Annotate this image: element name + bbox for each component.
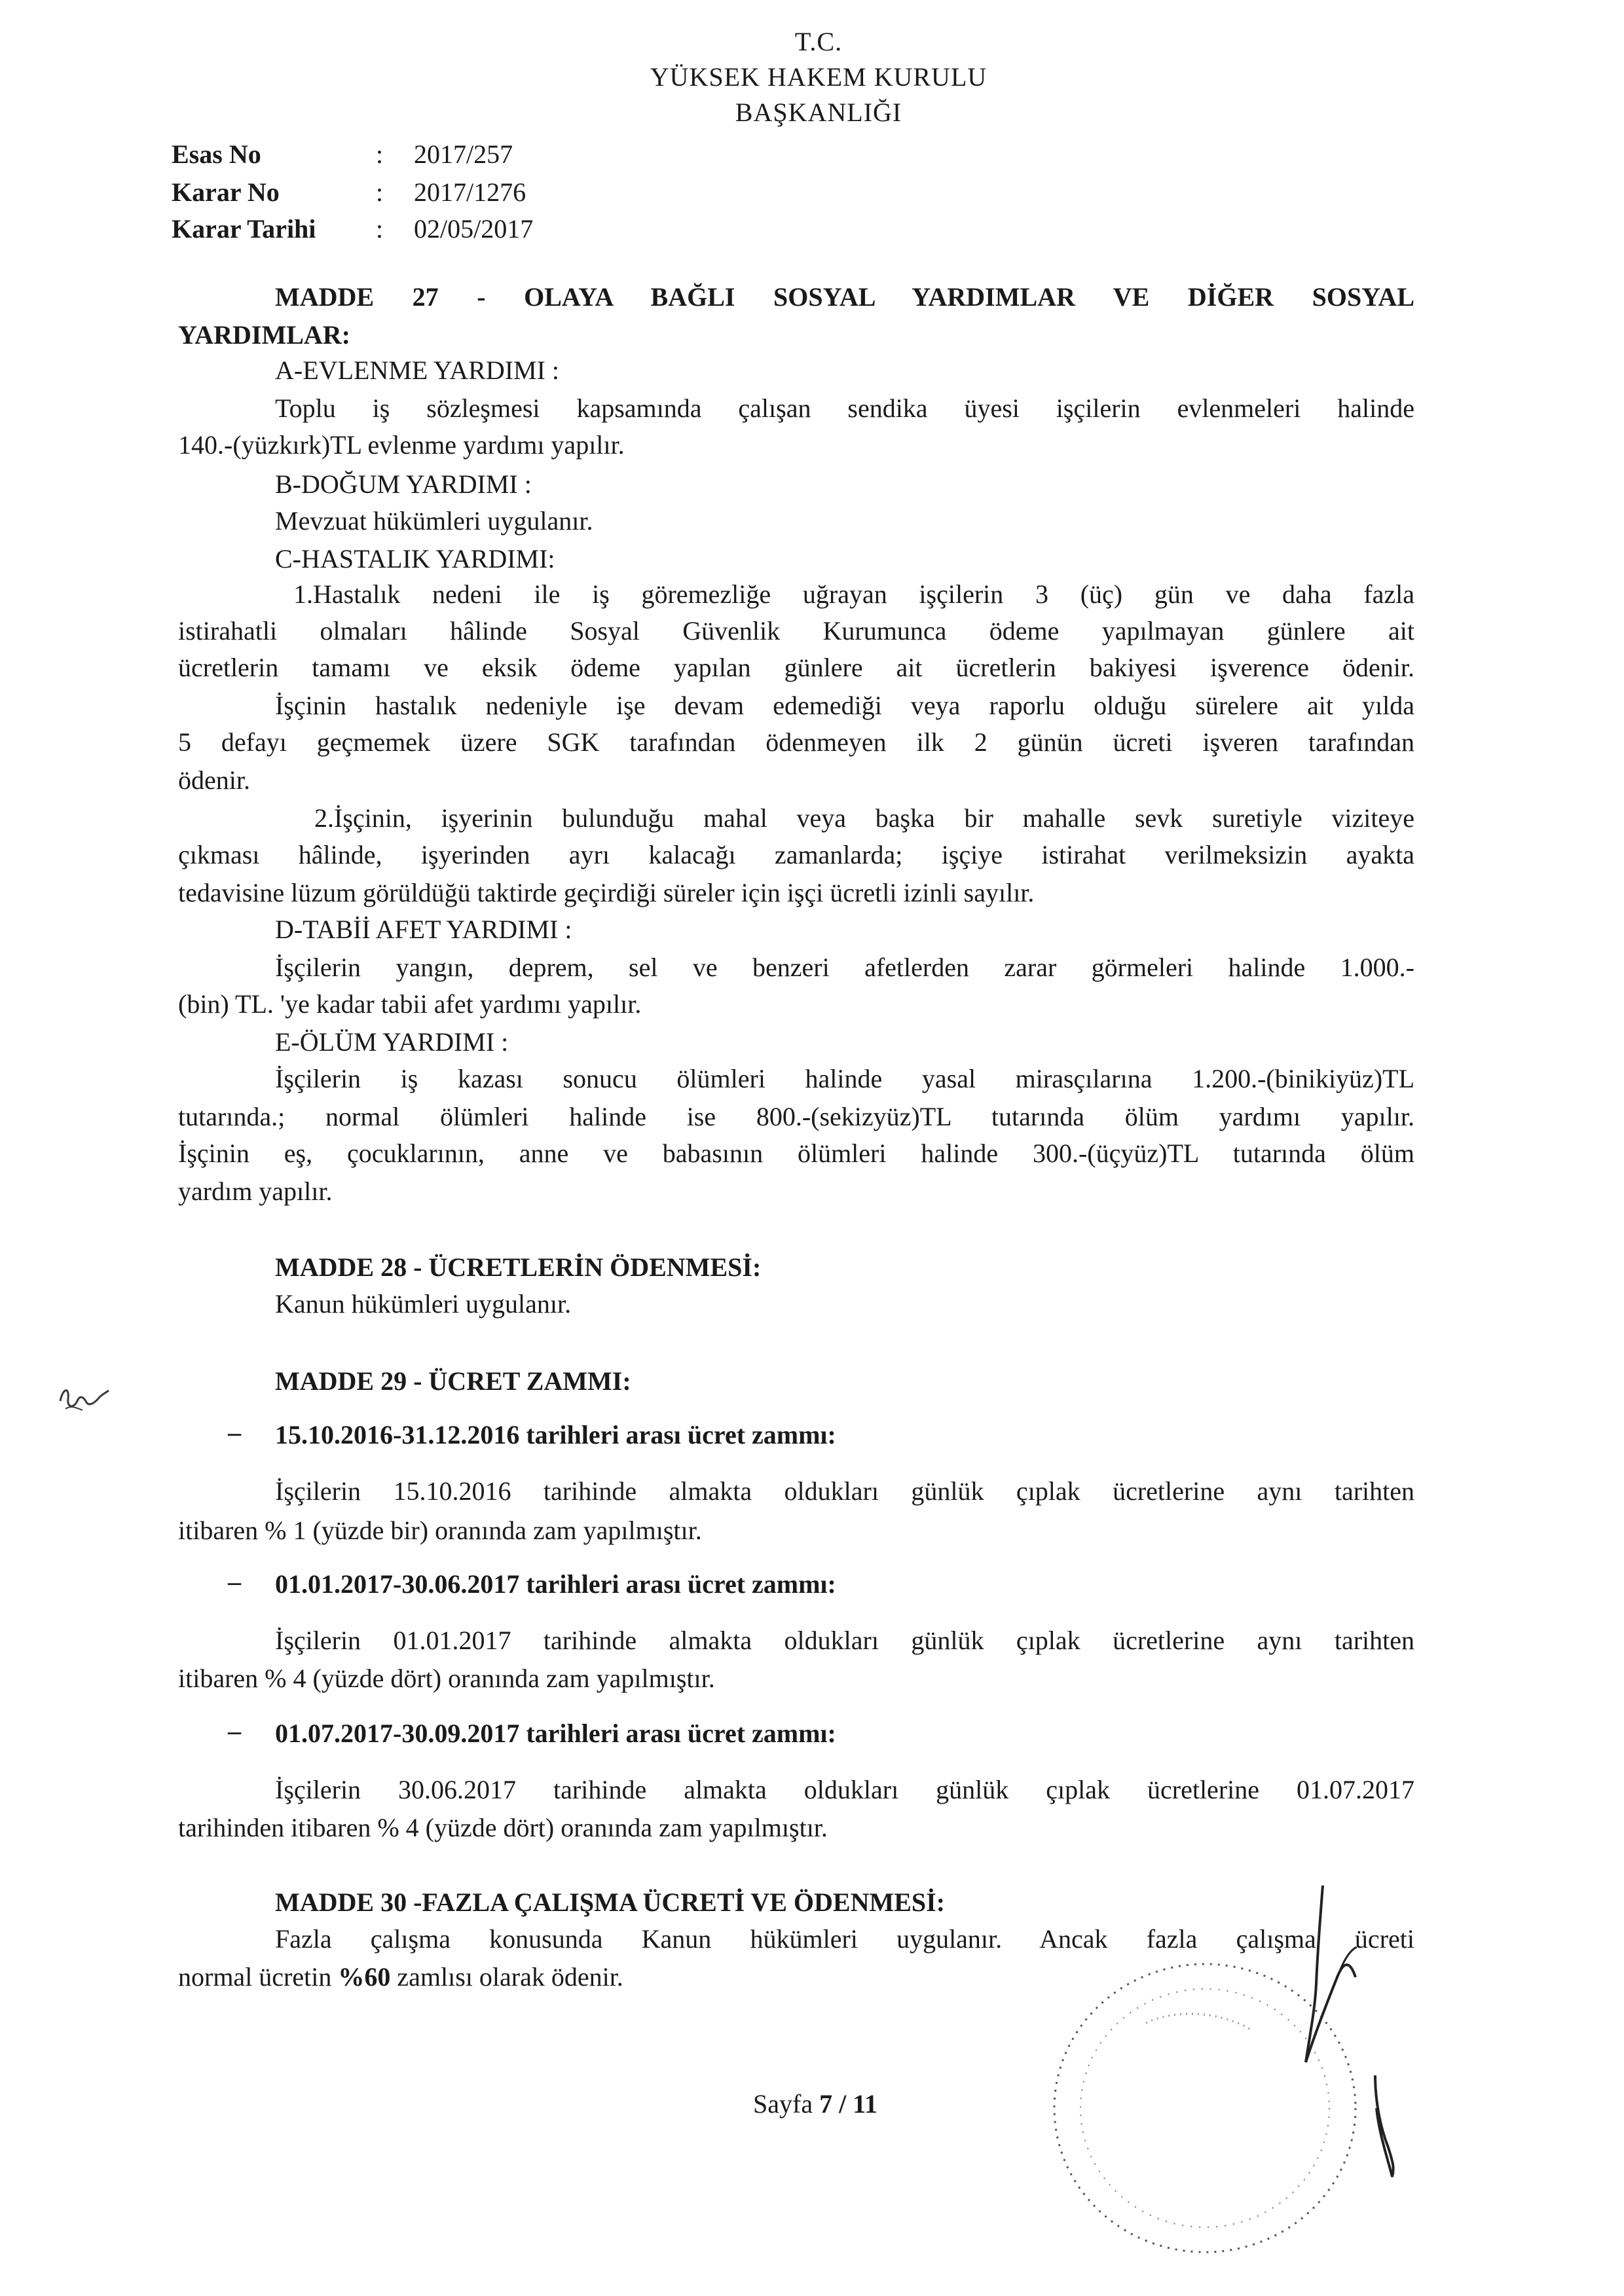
olum-text-3: İşçinin eş, çocuklarının, anne ve babasının ölümleri halinde 300.-(üçyüz)TL tutarında ölüm (178, 1139, 1414, 1168)
zam-1-text-2: itibaren % 1 (yüzde bir) oranında zam yapılmıştır. (178, 1516, 702, 1545)
karar-tarihi-label: Karar Tarihi (172, 214, 316, 244)
page-number (753, 2088, 877, 2119)
bullet-dash: – (228, 1417, 241, 1447)
margin-initials-mark (54, 1375, 113, 1421)
hastalik-heading: C-HASTALIK YARDIMI: (275, 544, 555, 574)
madde-30-title: MADDE 30 -FAZLA ÇALIŞMA ÜCRETİ VE ÖDENMESİ: (275, 1887, 946, 1917)
zam-2-text-2: itibaren % 4 (yüzde dört) oranında zam yapılmıştır. (178, 1664, 715, 1693)
hastalik-1-line-1: 1.Hastalık nedeni ile iş göremezliğe uğrayan işçilerin 3 (üç) gün ve daha fazla (293, 579, 1414, 609)
esas-value: 2017/257 (414, 139, 513, 169)
bullet-dash: – (228, 1567, 241, 1596)
hastalik-1-line-4: İşçinin hastalık nedeniyle işe devam edemediği veya raporlu olduğu sürelere ait yılda (275, 691, 1414, 720)
esas-sep: : (376, 139, 384, 169)
madde-28-text: Kanun hükümleri uygulanır. (275, 1289, 572, 1319)
hastalik-2-line-2: çıkması hâlinde, işyerinden ayrı kalacağı zamanlarda; işçiye istirahat verilmeksizin ayakta (178, 840, 1414, 869)
hastalik-2-line-3: tedavisine lüzum görüldüğü taktirde geçirdiği süreler için işçi ücretli izinli sayılır. (178, 878, 1035, 907)
header-presidency: BAŞKANLIĞI (735, 98, 902, 127)
hastalik-1-line-6: ödenir. (178, 765, 250, 795)
hastalik-1-line-5: 5 defayı geçmemek üzere SGK tarafından ödenmeyen ilk 2 günün ücreti işveren tarafından (178, 727, 1414, 757)
madde-27-title: MADDE 27 - OLAYA BAĞLI SOSYAL YARDIMLAR VE DİĞER SOSYAL (275, 282, 1414, 312)
esas-label: Esas No (172, 139, 261, 169)
header-tc: T.C. (794, 27, 843, 56)
bullet-dash: – (228, 1716, 241, 1745)
madde-30-percent: %60 (338, 1962, 391, 1992)
olum-text-2: tutarında.; normal ölümleri halinde ise 800.-(sekizyüz)TL tutarında ölüm yardımı yapılır. (178, 1102, 1414, 1131)
zam-2-heading: 01.01.2017-30.06.2017 tarihleri arası ücret zammı: (275, 1569, 836, 1599)
madde-30-text-2 (178, 1959, 623, 1995)
zam-1-text-1: İşçilerin 15.10.2016 tarihinde almakta oldukları günlük çıplak ücretlerine aynı tarihten (275, 1476, 1414, 1506)
karar-tarihi-value: 02/05/2017 (414, 214, 534, 244)
madde-29-title: MADDE 29 - ÜCRET ZAMMI: (275, 1366, 631, 1396)
afet-text-1: İşçilerin yangın, deprem, sel ve benzeri afetlerden zarar görmeleri halinde 1.000.- (275, 953, 1414, 982)
hastalik-2-line-1: 2.İşçinin, işyerinin bulunduğu mahal veya başka bir mahalle sevk suretiyle viziteye (314, 803, 1414, 833)
evlenme-text-2: 140.-(yüzkırk)TL evlenme yardımı yapılır. (178, 430, 625, 460)
olum-text-1: İşçilerin iş kazası sonucu ölümleri halinde yasal mirasçılarına 1.200.-(binikiyüz)TL (275, 1064, 1414, 1093)
karar-sep: : (376, 177, 384, 207)
page-label: Sayfa (753, 2089, 820, 2119)
header-institution: YÜKSEK HAKEM KURULU (650, 62, 987, 92)
zam-3-text-2: tarihinden itibaren % 4 (yüzde dört) oranında zam yapılmıştır. (178, 1813, 828, 1842)
page-count: 7 / 11 (819, 2089, 877, 2119)
madde-27-title-cont: YARDIMLAR: (178, 320, 350, 350)
afet-text-2: (bin) TL. 'ye kadar tabii afet yardımı yapılır. (178, 989, 642, 1019)
olum-text-4: yardım yapılır. (178, 1176, 333, 1206)
dogum-heading: B-DOĞUM YARDIMI : (275, 469, 532, 499)
madde-28-title: MADDE 28 - ÜCRETLERİN ÖDENMESİ: (275, 1252, 762, 1282)
madde-30-text-2a: normal ücretin (178, 1962, 339, 1992)
afet-heading: D-TABİİ AFET YARDIMI : (275, 915, 572, 944)
evlenme-text-1: Toplu iş sözleşmesi kapsamında çalışan sendika üyesi işçilerin evlenmeleri halinde (275, 393, 1414, 423)
zam-3-text-1: İşçilerin 30.06.2017 tarihinde almakta oldukları günlük çıplak ücretlerine 01.07.2017 (275, 1775, 1414, 1804)
dogum-text: Mevzuat hükümleri uygulanır. (275, 506, 593, 536)
evlenme-heading: A-EVLENME YARDIMI : (275, 355, 560, 385)
karar-label: Karar No (172, 177, 280, 207)
madde-30-text-1: Fazla çalışma konusunda Kanun hükümleri uygulanır. Ancak fazla çalışma ücreti (275, 1924, 1414, 1954)
olum-heading: E-ÖLÜM YARDIMI : (275, 1027, 509, 1057)
hastalik-1-line-2: istirahatli olmaları hâlinde Sosyal Güvenlik Kurumunca ödeme yapılmayan günlere ait (178, 616, 1414, 646)
zam-3-heading: 01.07.2017-30.09.2017 tarihleri arası ücret zammı: (275, 1719, 836, 1748)
zam-1-heading: 15.10.2016-31.12.2016 tarihleri arası ücret zammı: (275, 1420, 836, 1449)
signature (1277, 1879, 1447, 2187)
zam-2-text-1: İşçilerin 01.01.2017 tarihinde almakta oldukları günlük çıplak ücretlerine aynı tarihten (275, 1626, 1414, 1655)
hastalik-1-line-3: ücretlerin tamamı ve eksik ödeme yapılan günlere ait ücretlerin bakiyesi işverence ödenir. (178, 653, 1414, 682)
madde-30-text-2c: zamlısı olarak ödenir. (390, 1962, 623, 1992)
karar-value: 2017/1276 (414, 177, 526, 207)
karar-tarihi-sep: : (376, 214, 384, 244)
